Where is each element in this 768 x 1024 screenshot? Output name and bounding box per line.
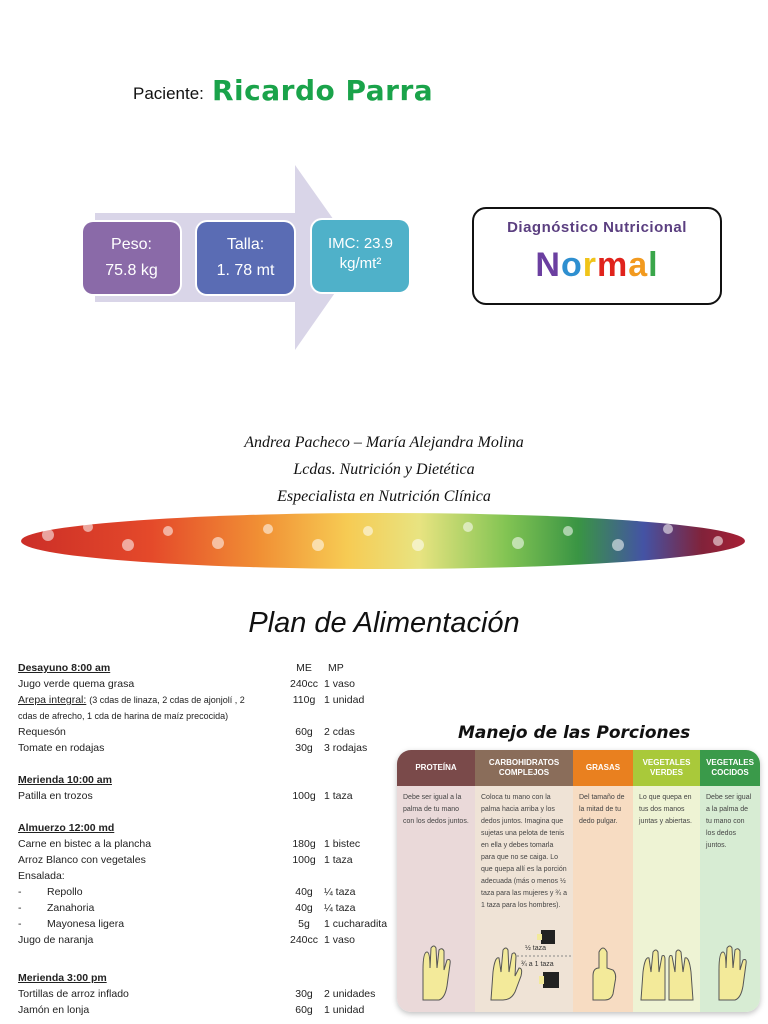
hand-palm-icon [711,942,751,1002]
height-value: 1. 78 mt [216,262,275,279]
height-label: Talla: [226,236,265,253]
bmi-label: IMC: 23.9 [327,235,394,252]
portion-header: GRASAS [573,750,633,786]
portion-header: VEGETALES COCIDOS [700,750,760,786]
list-item: Requesón 60g 2 cdas [18,726,355,738]
list-item: Arroz Blanco con vegetales 100g 1 taza [18,854,353,866]
portion-size-comparison-icon [517,924,571,1004]
meal-title: Desayuno 8:00 am [18,662,111,674]
portion-header: CARBOHIDRATOS COMPLEJOS [475,750,573,786]
meal-header-row [18,660,398,676]
diagnosis-letter: l [648,246,659,284]
list-item: Jugo verde quema grasa 240cc 1 vaso [18,678,355,690]
meal-title: Merienda 3:00 pm [18,972,107,984]
portion-text: Lo que quepa en tus dos manos juntas y abiertas. [633,786,700,1012]
meal-header-row [18,820,398,836]
list-item: Carne en bistec a la plancha 180g 1 bistec [18,838,361,850]
half-cup-label: ½ taza [525,945,547,952]
bmi-box [312,220,409,292]
meal-header-row [18,970,398,986]
weight-label: Peso: [111,236,152,253]
list-item: Ensalada: [18,870,65,882]
diagnosis-letter: o [560,246,583,284]
produce-banner-image [18,505,748,575]
col-mp-header: MP [328,662,344,674]
list-item: - Zanahoria 40g ¼ taza [18,902,356,914]
meal-header-row [18,772,398,788]
portion-text: Debe ser igual a la palma de tu mano con los dedos juntos. [700,786,760,1012]
weight-box [83,222,180,294]
plan-title: Plan de Alimentación [248,607,520,639]
nutritionist-specialty: Especialista en Nutrición Clínica [277,488,491,505]
portions-panel [397,750,760,1012]
meal-title: Merienda 10:00 am [18,774,112,786]
list-item-continuation: cdas de afrecho, 1 cda de harina de maíz precocida) [18,711,229,721]
diagnosis-letter: r [582,246,597,284]
col-me-header: ME [296,662,312,674]
meal-title: Almuerzo 12:00 md [18,822,115,834]
list-item: Jamón en lonja 60g 1 unidad [18,1004,365,1016]
portion-text: Debe ser igual a la palma de tu mano con los dedos juntos. [397,786,475,1012]
portion-text: Del tamaño de la mitad de tu dedo pulgar. [573,786,633,1012]
patient-name: Ricardo Parra [212,74,434,107]
diagnosis-letter: N [535,246,561,284]
diagnosis-box [472,207,722,305]
bmi-unit: kg/mt² [339,255,382,272]
meal-plan [18,660,398,1018]
weight-value: 75.8 kg [105,262,158,279]
list-item: Jugo de naranja 240cc 1 vaso [18,934,355,946]
portion-header: PROTEÍNA [397,750,475,786]
diagnosis-letter: m [596,246,629,284]
portion-text: Coloca tu mano con la palma hacia arriba y los dedos juntos. Imagina que sujetas una pelota de tenis en ella y debes tomarla para que no se caiga. Lo que quepa allí es la porción adecuada (más o menos ½ taza para las mujeres y ¾ a 1 taza para los hombres). [475,786,573,1012]
patient-label: Paciente: [133,84,204,103]
portions-title: Manejo de las Porciones [458,723,691,743]
three-quarter-cup-label: ¾ a 1 taza [521,961,554,968]
diagnosis-value [474,246,720,285]
diagnosis-title: Diagnóstico Nutricional [507,219,687,236]
list-item: - Mayonesa ligera 5g 1 cucharadita [18,918,388,930]
portion-header: VEGETALES VERDES [633,750,700,786]
list-item: Tortillas de arroz inflado 30g 2 unidades [18,988,376,1000]
list-item: - Repollo 40g ¼ taza [18,886,356,898]
nutritionist-names: Andrea Pacheco – María Alejandra Molina [244,434,524,451]
list-item: Patilla en trozos 100g 1 taza [18,790,353,802]
hand-palm-icon [415,942,455,1002]
diagnosis-letter: a [628,246,649,284]
two-hands-icon [637,942,697,1002]
list-item: Arepa integral: (3 cdas de linaza, 2 cdas de ajonjolí , 2 110g 1 unidad [18,694,365,706]
height-box [197,222,294,294]
thumb-icon [583,942,623,1002]
nutritionist-degree: Lcdas. Nutrición y Dietética [293,461,475,478]
list-item: Tomate en rodajas 30g 3 rodajas [18,742,368,754]
